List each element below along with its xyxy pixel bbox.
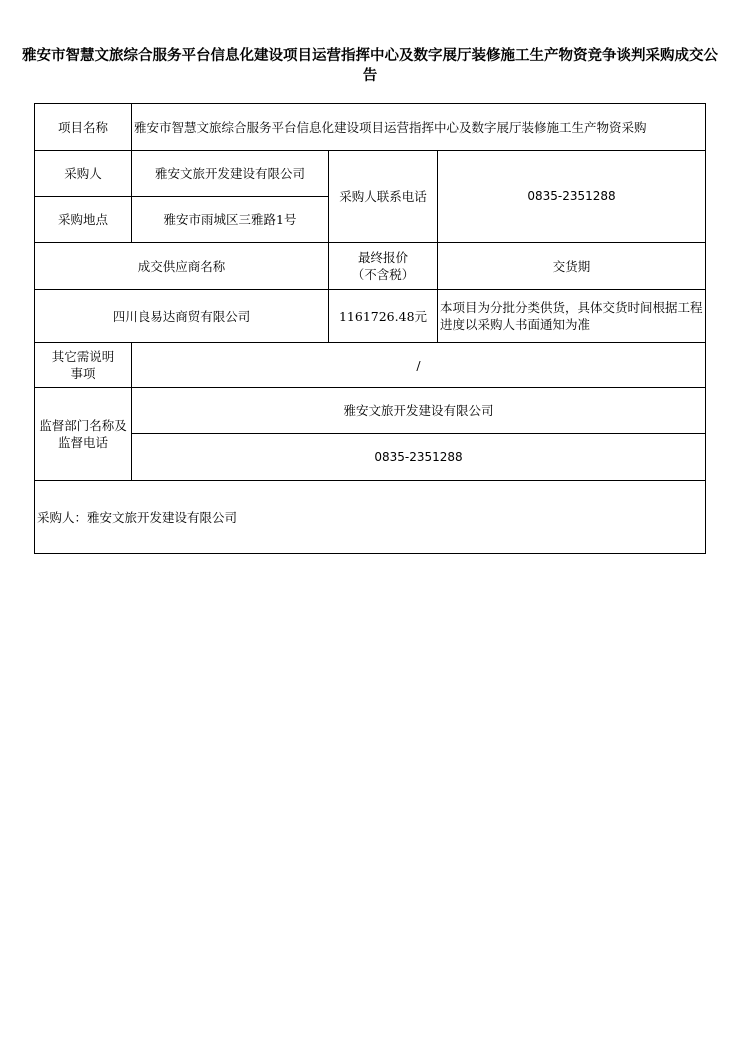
purchaser-value: 雅安文旅开发建设有限公司 (132, 151, 329, 197)
supervisor-phone: 0835-2351288 (132, 434, 706, 481)
supplier-header: 成交供应商名称 (35, 243, 329, 290)
delivery-value: 本项目为分批分类供货，具体交货时间根据工程进度以采购人书面通知为准 (438, 290, 706, 343)
table-row (35, 481, 706, 554)
address-value: 雅安市雨城区三雅路1号 (132, 197, 329, 243)
other-value: / (132, 343, 706, 388)
price-header-line2: （不含税） (351, 267, 415, 282)
address-label: 采购地点 (35, 197, 132, 243)
project-name-label: 项目名称 (35, 104, 132, 151)
price-header-line1: 最终报价 (357, 250, 408, 265)
announcement-table (34, 103, 706, 554)
purchaser-label: 采购人 (35, 151, 132, 197)
table-row (35, 343, 706, 388)
supervisor-label: 监督部门名称及监督电话 (35, 388, 132, 481)
table-row (35, 151, 706, 197)
table-row (35, 388, 706, 434)
page-title: 雅安市智慧文旅综合服务平台信息化建设项目运营指挥中心及数字展厅装修施工生产物资竞争谈判采购成交公告 (22, 48, 718, 84)
supervisor-name: 雅安文旅开发建设有限公司 (132, 388, 706, 434)
contact-phone: 0835-2351288 (438, 151, 706, 243)
price-header (329, 243, 438, 290)
table-row (35, 104, 706, 151)
supplier-value: 四川良易达商贸有限公司 (35, 290, 329, 343)
contact-label: 采购人联系电话 (329, 151, 438, 243)
table-row (35, 243, 706, 290)
price-value: 1161726.48元 (329, 290, 438, 343)
other-label: 其它需说明事项 (35, 343, 132, 388)
footer-purchaser: 采购人：雅安文旅开发建设有限公司 (35, 481, 706, 554)
delivery-header: 交货期 (438, 243, 706, 290)
table-row (35, 434, 706, 481)
project-name-value: 雅安市智慧文旅综合服务平台信息化建设项目运营指挥中心及数字展厅装修施工生产物资采购 (132, 104, 706, 151)
table-row (35, 290, 706, 343)
